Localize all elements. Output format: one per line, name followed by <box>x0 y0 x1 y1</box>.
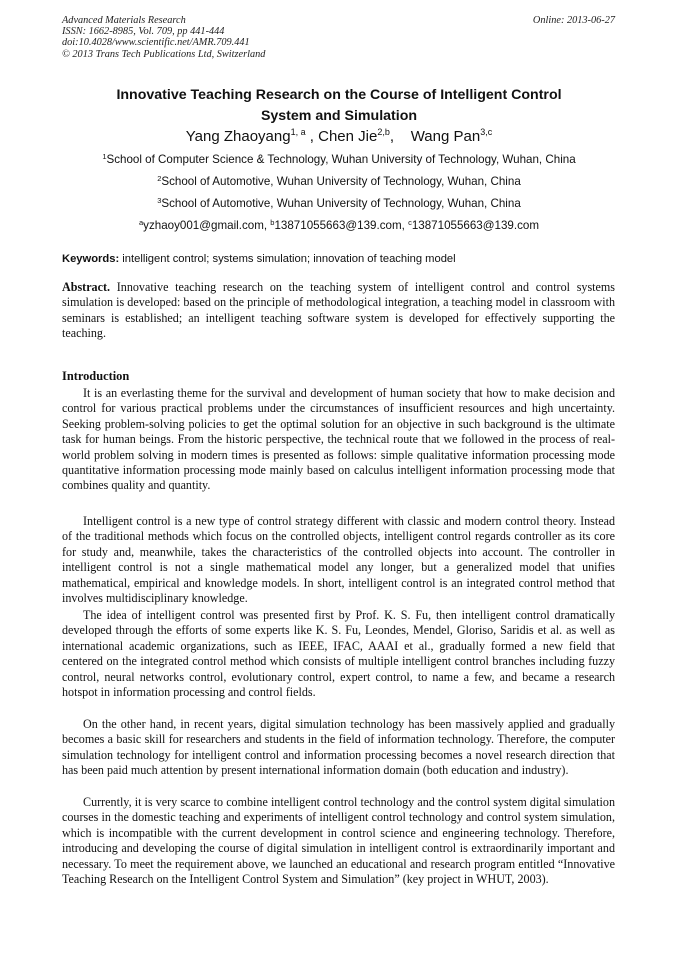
keywords <box>62 252 616 266</box>
affiliation-1 <box>40 153 638 167</box>
author-name: Yang Zhaoyang <box>185 128 291 145</box>
affiliation-2 <box>40 175 638 189</box>
affiliation-mark: 3 <box>157 196 162 205</box>
author-separator: , <box>305 128 319 145</box>
email-mark: b <box>270 218 275 227</box>
email-mark: c <box>408 218 412 227</box>
copyright-line: © 2013 Trans Tech Publications Ltd, Switzerland <box>62 48 266 60</box>
doi-line: doi:10.4028/www.scientific.net/AMR.709.441 <box>62 37 250 49</box>
author-affiliation-mark: 3,c <box>480 127 493 137</box>
section-heading-introduction: Introduction <box>62 369 130 383</box>
author-name: Chen Jie <box>318 128 378 145</box>
abstract <box>62 280 615 342</box>
affiliation-text: School of Automotive, Wuhan University of Technology, Wuhan, China <box>161 197 521 210</box>
email-line <box>40 219 638 233</box>
paragraph: It is an everlasting theme for the survival and development of human society that how to make decision and control for various practical problems under the circumstances of insufficient resources and high uncertainty. Seeking problem-solving policies to get the optimal solution for an objective in such background is the ultimate task for human beings. From the historic perspective, the technical route that we followed in the process of real-world problem solving in modern times is presented as follows: simple qualitative information processing mode quantitative information processing mode mainly based on calculus intelligent information processing mode that combines quality and quantity. <box>62 386 615 493</box>
affiliation-mark: 1 <box>102 152 107 161</box>
affiliation-text: School of Computer Science & Technology, Wuhan University of Technology, Wuhan, China <box>106 153 576 166</box>
affiliation-text: School of Automotive, Wuhan University of Technology, Wuhan, China <box>161 175 521 188</box>
abstract-text: Innovative teaching research on the teaching system of intelligent control and control systems simulation is developed: based on the principle of methodological integration, a teaching model in classroom with seminars is established; an intelligent teaching software system is developed for effectively supporting the teaching. <box>62 280 615 341</box>
keywords-label: Keywords: <box>62 253 120 265</box>
affiliation-mark: 2 <box>157 174 162 183</box>
keywords-text: intelligent control; systems simulation; innovation of teaching model <box>119 253 456 265</box>
online-date: Online: 2013-06-27 <box>532 15 615 26</box>
paragraph: The idea of intelligent control was presented first by Prof. K. S. Fu, then intelligent control dramatically developed through the efforts of some experts like K. S. Fu, Leondes, Mendel, Gloriso, Saridis et al. as well as international academic organizations, such as IEEE, IFAC, AAAI et al., gradually formed a new field that centered on the integrated control method which consists of multiple intelligent control branches including fuzzy control, neural networks control, evolutionary control, expert control, to name a few, and became a research hotspot in information processing and control fields. <box>62 608 615 700</box>
email-address: 13871055663@139.com, <box>274 219 409 232</box>
author-list <box>62 127 616 147</box>
email-address: 13871055663@139.com <box>411 219 539 232</box>
abstract-label: Abstract. <box>62 280 111 294</box>
running-header <box>62 15 265 60</box>
author-name: Wang Pan <box>410 128 481 145</box>
author-affiliation-mark: 2,b <box>377 127 390 137</box>
journal-name: Advanced Materials Research <box>62 15 186 26</box>
email-mark: a <box>139 218 144 227</box>
author-separator: , <box>389 128 411 145</box>
paragraph: On the other hand, in recent years, digital simulation technology has been massively applied and gradually becomes a basic skill for researchers and students in the field of information technology. Therefore, the computer simulation technology for intelligent control and information processing becomes a novel research direction that has been paid much attention by present international information domain (both education and industry). <box>62 717 615 778</box>
title-line-1: Innovative Teaching Research on the Course of Intelligent Control <box>116 87 562 103</box>
paragraph: Intelligent control is a new type of control strategy different with classic and modern control theory. Instead of the traditional methods which focus on the controlled objects, intelligent control regards controller as its core for study and, meanwhile, takes the characteristics of the controlled objects into account. The controller in intelligent control is not a single mathematical model any longer, but a generalized model that unifies mathematical, empirical and knowledge models. In short, intelligent control is an integrated control method that involves multidisciplinary knowledge. <box>62 514 615 606</box>
issn-line: ISSN: 1662-8985, Vol. 709, pp 441-444 <box>62 26 225 38</box>
paper-title <box>62 85 616 127</box>
paragraph: Currently, it is very scarce to combine intelligent control technology and the control system digital simulation courses in the domestic teaching and experiments of intelligent control technology and control system simulation, which is incompatible with the current development in control science and engineering technology. Therefore, introducing and developing the course of digital simulation in intelligent control is extraordinarily important and necessary. To meet the requirement above, we launched an educational and research program entitled “Innovative Teaching Research on the Intelligent Control System and Simulation” (key project in WHUT, 2003). <box>62 795 615 887</box>
affiliation-3 <box>40 197 638 211</box>
author-affiliation-mark: 1, a <box>290 127 306 137</box>
email-address: yzhaoy001@gmail.com, <box>143 219 271 232</box>
title-line-2: System and Simulation <box>260 108 418 124</box>
